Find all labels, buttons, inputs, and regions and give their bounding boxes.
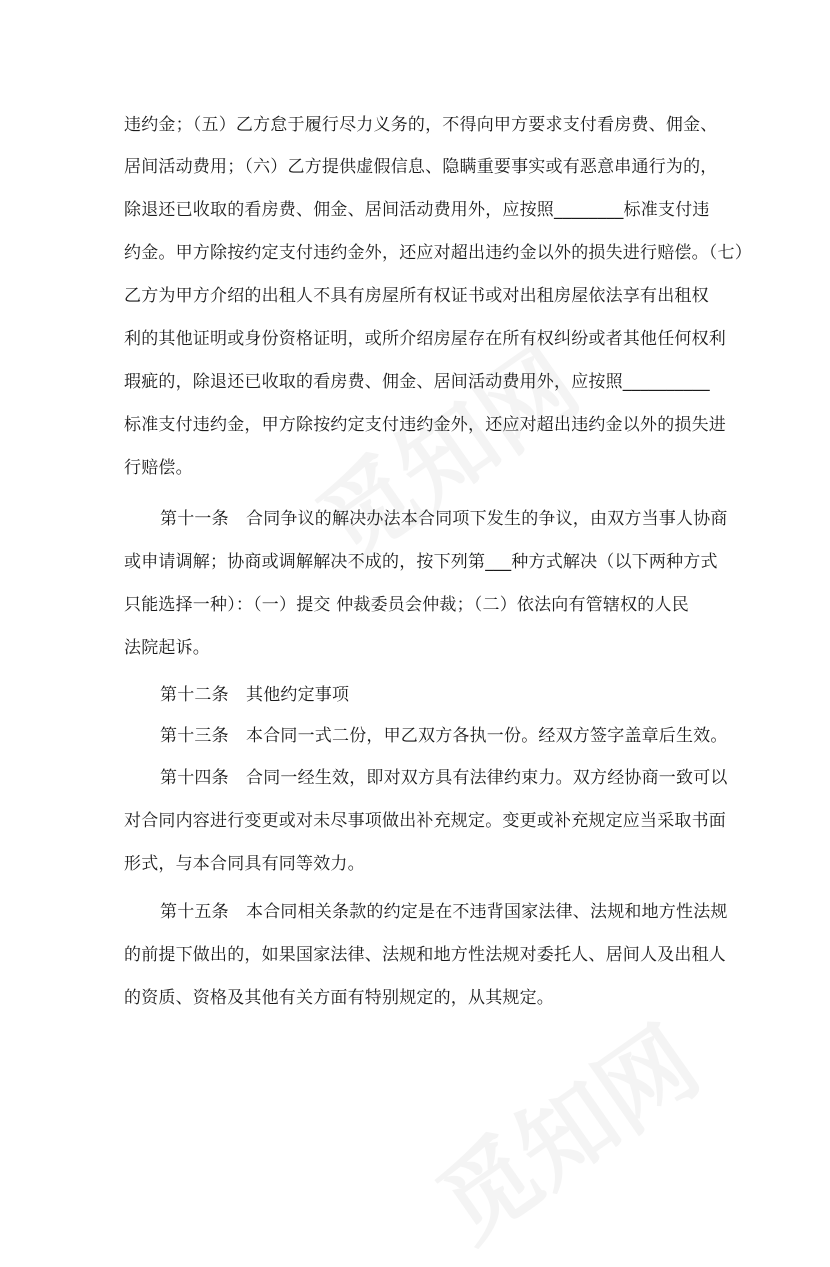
text-line: 约金。甲方除按约定支付违约金外，还应对超出违约金以外的损失进行赔偿。（七） — [124, 243, 752, 263]
text-line: 形式，与本合同具有同等效力。 — [124, 854, 365, 874]
text-line: 对合同内容进行变更或对未尽事项做出补充规定。变更或补充规定应当采取书面 — [124, 811, 726, 831]
watermark — [407, 990, 721, 1267]
text-line: 行赔偿。 — [124, 458, 193, 478]
article-11-heading-line: 第十一条 合同争议的解决办法本合同项下发生的争议，由双方当事人协商 — [160, 509, 728, 529]
text-line: 法院起诉。 — [124, 638, 210, 658]
text-line: 乙方为甲方介绍的出租人不具有房屋所有权证书或对出租房屋依法享有出租权 — [124, 286, 709, 306]
text-line: 除退还已收取的看房费、佣金、居间活动费用外，应按照________标准支付违 — [124, 200, 710, 220]
text-line: 居间活动费用；（六）乙方提供虚假信息、隐瞒重要事实或有恶意串通行为的， — [124, 157, 718, 177]
text-line: 标准支付违约金，甲方除按约定支付违约金外，还应对超出违约金以外的损失进 — [124, 415, 726, 435]
text-line: 或申请调解；协商或调解解决不成的，按下列第___种方式解决（以下两种方式 — [124, 552, 718, 572]
article-12-heading-line: 第十二条 其他约定事项 — [160, 685, 350, 705]
text-line: 违约金；（五）乙方怠于履行尽力义务的，不得向甲方要求支付看房费、佣金、 — [124, 115, 718, 135]
text-line: 瑕疵的，除退还已收取的看房费、佣金、居间活动费用外，应按照__________ — [124, 372, 710, 392]
text-line: 只能选择一种）：（一）提交 仲裁委员会仲裁；（二）依法向有管辖权的人民 — [124, 595, 689, 615]
article-13-heading-line: 第十三条 本合同一式二份，甲乙双方各执一份。经双方签字盖章后生效。 — [160, 726, 728, 746]
text-line: 的资质、资格及其他有关方面有特别规定的，从其规定。 — [124, 988, 554, 1008]
text-line: 的前提下做出的，如果国家法律、法规和地方性法规对委托人、居间人及出租人 — [124, 945, 726, 965]
watermark — [287, 310, 601, 587]
text-line: 利的其他证明或身份资格证明，或所介绍房屋存在所有权纠纷或者其他任何权利 — [124, 329, 726, 349]
article-15-heading-line: 第十五条 本合同相关条款的约定是在不违背国家法律、法规和地方性法规 — [160, 902, 728, 922]
article-14-heading-line: 第十四条 合同一经生效，即对双方具有法律约束力。双方经协商一致可以 — [160, 768, 728, 788]
